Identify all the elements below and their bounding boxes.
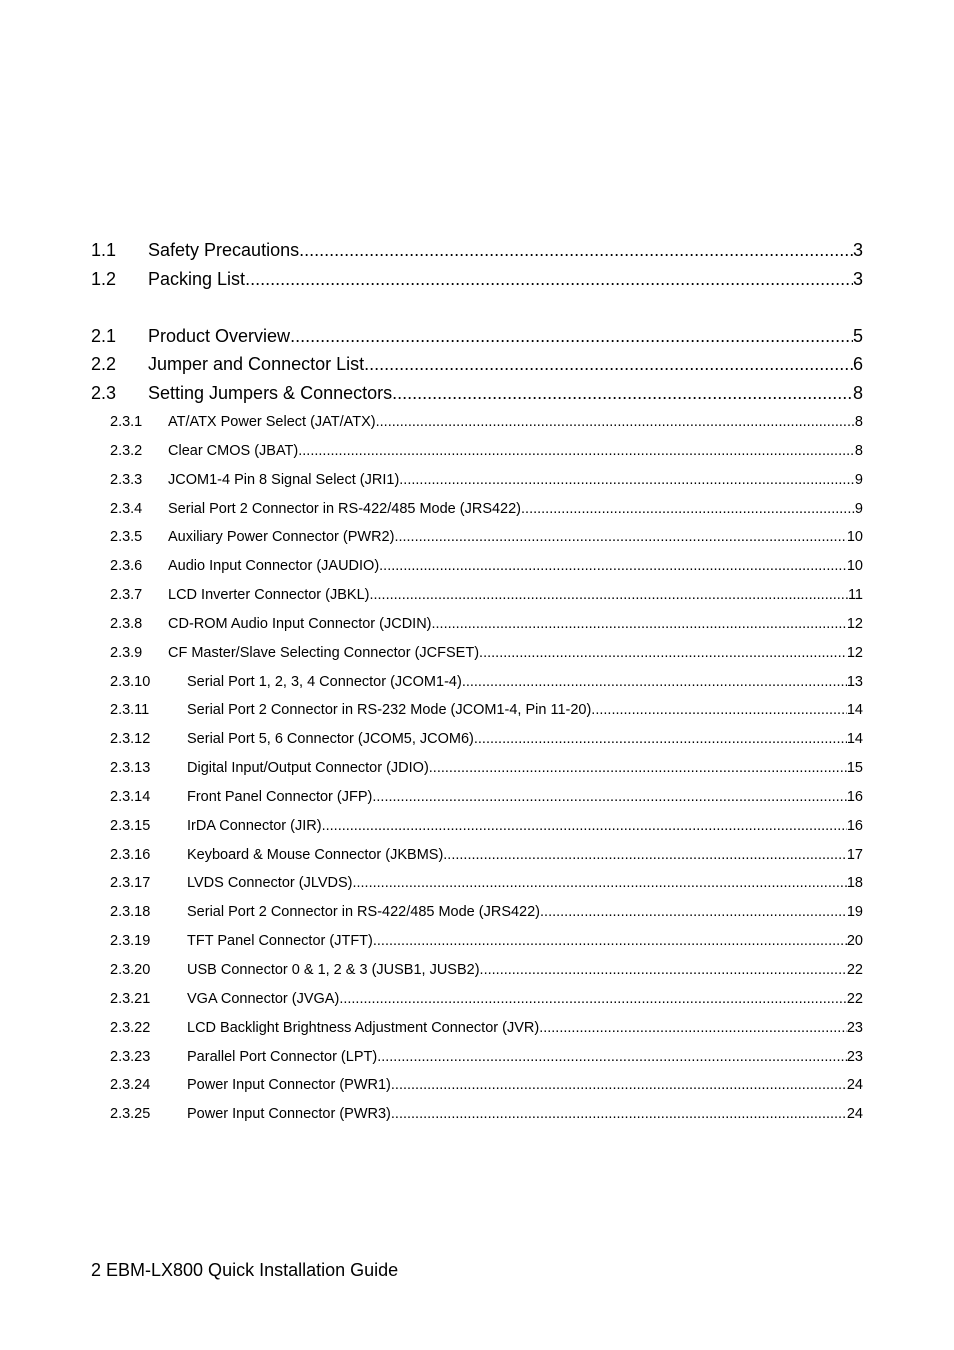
toc-entry-title: Serial Port 1, 2, 3, 4 Connector (JCOM1-4) [187,673,462,690]
toc-entry-page-number: 14 [846,731,863,748]
toc-entry[interactable] [91,696,863,725]
toc-dot-leader [429,754,847,783]
toc-entry-page-number: 19 [846,904,863,921]
toc-entry-page-number: 18 [846,875,863,892]
toc-entry-number: 2.3.5 [110,529,143,546]
toc-dot-leader [521,495,855,524]
toc-entry-number: 2.3.6 [110,558,143,575]
toc-entry-title: Front Panel Connector (JFP) [187,788,373,805]
toc-entry[interactable] [91,265,863,294]
toc-group-chapter-1 [91,236,863,294]
toc-dot-leader [392,379,853,408]
toc-entry-page-number: 9 [854,500,863,517]
toc-entry[interactable] [91,408,863,437]
toc-entry-title: Serial Port 2 Connector in RS-232 Mode (JCOM1-4, Pin 11-20) [187,702,592,719]
toc-entry[interactable] [91,956,863,985]
toc-entry[interactable] [91,754,863,783]
toc-entry-title: VGA Connector (JVGA) [187,990,340,1007]
toc-entry-title: LCD Backlight Brightness Adjustment Connector (JVR) [187,1019,540,1036]
toc-entry-number: 2.3.20 [110,962,151,979]
toc-entry[interactable] [91,437,863,466]
toc-entry-title: Power Input Connector (PWR3) [187,1106,391,1123]
toc-entry-number: 2.3.1 [110,413,143,430]
toc-entry-title: Auxiliary Power Connector (PWR2) [168,529,395,546]
toc-entry-title: Clear CMOS (JBAT) [168,442,299,459]
toc-entry-page-number: 16 [846,788,863,805]
toc-dot-leader [432,610,847,639]
toc-dot-leader [364,350,853,379]
toc-entry[interactable] [91,581,863,610]
toc-entry-page-number: 15 [846,760,863,777]
toc-entry-number: 2.3.14 [110,788,151,805]
toc-entry-title: Setting Jumpers & Connectors [148,383,393,404]
toc-dot-leader [369,581,847,610]
toc-entry-number: 1.2 [91,268,117,289]
toc-entry-title: USB Connector 0 & 1, 2 & 3 (JUSB1, JUSB2) [187,962,480,979]
toc-entry-page-number: 24 [846,1077,863,1094]
toc-entry-number: 2.3.7 [110,587,143,604]
toc-entry-number: 2.3.23 [110,1048,151,1065]
toc-dot-leader [480,956,847,985]
toc-dot-leader [298,437,855,466]
toc-entry-page-number: 17 [846,846,863,863]
toc-entry-page-number: 5 [852,325,863,346]
toc-dot-leader [479,639,847,668]
toc-dot-leader [391,1100,847,1129]
toc-entry-title: AT/ATX Power Select (JAT/ATX) [168,413,376,430]
toc-entry[interactable] [91,1014,863,1043]
toc-dot-leader [377,1043,847,1072]
toc-dot-leader [391,1071,847,1100]
toc-dot-leader [394,523,846,552]
toc-entry-number: 2.3.12 [110,731,151,748]
toc-entry-title: CF Master/Slave Selecting Connector (JCFSET) [168,644,480,661]
toc-entry-title: Digital Input/Output Connector (JDIO) [187,760,429,777]
toc-entry-page-number: 12 [846,644,863,661]
toc-entry-page-number: 24 [846,1106,863,1123]
toc-entry-title: Serial Port 2 Connector in RS-422/485 Mode (JRS422) [187,904,541,921]
toc-entry-page-number: 11 [847,587,863,604]
toc-entry-page-number: 8 [852,383,863,404]
toc-entry-page-number: 10 [846,558,863,575]
toc-entry-number: 2.3.13 [110,760,151,777]
toc-entry[interactable] [91,610,863,639]
table-of-contents [91,236,863,1129]
toc-entry-title: Keyboard & Mouse Connector (JKBMS) [187,846,444,863]
toc-dot-leader [443,841,847,870]
toc-dot-leader [539,1014,847,1043]
toc-entry-number: 2.3.24 [110,1077,151,1094]
toc-entry-number: 2.3.15 [110,817,151,834]
toc-dot-leader [299,236,853,265]
toc-entry-number: 2.3.25 [110,1106,151,1123]
toc-entry-number: 2.3.4 [110,500,143,517]
toc-entry-title: IrDA Connector (JIR) [187,817,322,834]
toc-entry[interactable] [91,523,863,552]
toc-dot-leader [376,408,855,437]
toc-entry-page-number: 22 [846,990,863,1007]
toc-entry[interactable] [91,927,863,956]
toc-entry[interactable] [91,869,863,898]
toc-entry-number: 2.3.19 [110,933,151,950]
toc-entry-number: 2.1 [91,325,117,346]
toc-dot-leader [591,696,847,725]
toc-entry[interactable] [91,812,863,841]
toc-entry-title: LVDS Connector (JLVDS) [187,875,353,892]
toc-entry-number: 2.3.17 [110,875,151,892]
toc-entry[interactable] [91,1071,863,1100]
toc-entry[interactable] [91,379,863,408]
toc-entry-title: Parallel Port Connector (LPT) [187,1048,378,1065]
toc-entry-page-number: 6 [852,354,863,375]
toc-dot-leader [372,783,847,812]
toc-dot-leader [474,725,847,754]
toc-entry-number: 2.3.21 [110,990,151,1007]
toc-group-chapter-2 [91,322,863,408]
toc-dot-leader [540,898,847,927]
toc-entry-title: TFT Panel Connector (JTFT) [187,933,373,950]
toc-entry-number: 2.3.18 [110,904,151,921]
toc-entry-page-number: 13 [846,673,863,690]
toc-entry[interactable] [91,466,863,495]
toc-entry-title: JCOM1-4 Pin 8 Signal Select (JRI1) [168,471,400,488]
toc-entry[interactable] [91,322,863,351]
toc-entry-title: Product Overview [148,325,291,346]
toc-entry-page-number: 3 [852,240,863,260]
toc-entry-page-number: 20 [846,933,863,950]
toc-entry-number: 2.3.11 [110,702,150,719]
toc-entry-page-number: 10 [846,529,863,546]
toc-entry-title: Power Input Connector (PWR1) [187,1077,391,1094]
toc-entry[interactable] [91,985,863,1014]
toc-entry-page-number: 16 [846,817,863,834]
toc-entry-title: Audio Input Connector (JAUDIO) [168,558,380,575]
toc-entry[interactable] [91,1043,863,1072]
toc-entry-page-number: 3 [852,268,863,289]
toc-entry[interactable] [91,552,863,581]
toc-dot-leader [373,927,847,956]
toc-entry-title: LCD Inverter Connector (JBKL) [168,587,370,604]
toc-entry-number: 2.3.9 [110,644,143,661]
toc-entry-page-number: 12 [846,615,863,632]
toc-entry-page-number: 9 [854,471,863,488]
toc-entry-page-number: 8 [854,413,863,430]
toc-entry[interactable] [91,841,863,870]
toc-group-subsections [91,408,863,1129]
toc-entry[interactable] [91,495,863,524]
toc-entry[interactable] [91,898,863,927]
toc-entry-number: 2.3 [91,383,117,404]
toc-entry-number: 2.3.3 [110,471,143,488]
toc-entry-page-number: 23 [846,1019,863,1036]
toc-entry[interactable] [91,725,863,754]
toc-entry-page-number: 8 [854,442,863,459]
page-footer: 2 EBM-LX800 Quick Installation Guide [91,1260,399,1280]
toc-entry-number: 2.3.8 [110,615,143,632]
toc-entry-page-number: 23 [846,1048,863,1065]
toc-entry-number: 2.3.2 [110,442,143,459]
toc-dot-leader [290,322,853,351]
toc-entry-title: Packing List [148,268,246,289]
toc-entry[interactable] [91,236,863,265]
toc-entry-page-number: 22 [846,962,863,979]
toc-entry[interactable] [91,1100,863,1129]
toc-dot-leader [245,265,853,294]
toc-dot-leader [339,985,847,1014]
toc-entry[interactable] [91,350,863,379]
toc-dot-leader [379,552,847,581]
toc-entry-page-number: 14 [846,702,863,719]
toc-entry[interactable] [91,639,863,668]
toc-entry-number: 2.3.10 [110,673,151,690]
toc-dot-leader [462,668,847,697]
toc-dot-leader [352,869,846,898]
toc-entry[interactable] [91,783,863,812]
toc-entry-number: 2.3.22 [110,1019,151,1036]
toc-entry-number: 2.2 [91,354,117,375]
toc-entry-title: CD-ROM Audio Input Connector (JCDIN) [168,615,432,632]
toc-dot-leader [399,466,855,495]
toc-entry-title: Jumper and Connector List [148,354,365,375]
toc-entry-number: 2.3.16 [110,846,151,863]
toc-entry-number: 1.1 [91,240,117,260]
toc-entry-title: Safety Precautions [148,240,300,260]
toc-spacer [91,294,863,322]
toc-entry[interactable] [91,668,863,697]
toc-entry-title: Serial Port 2 Connector in RS-422/485 Mode (JRS422) [168,500,522,517]
toc-entry-title: Serial Port 5, 6 Connector (JCOM5, JCOM6) [187,731,474,748]
toc-dot-leader [322,812,847,841]
